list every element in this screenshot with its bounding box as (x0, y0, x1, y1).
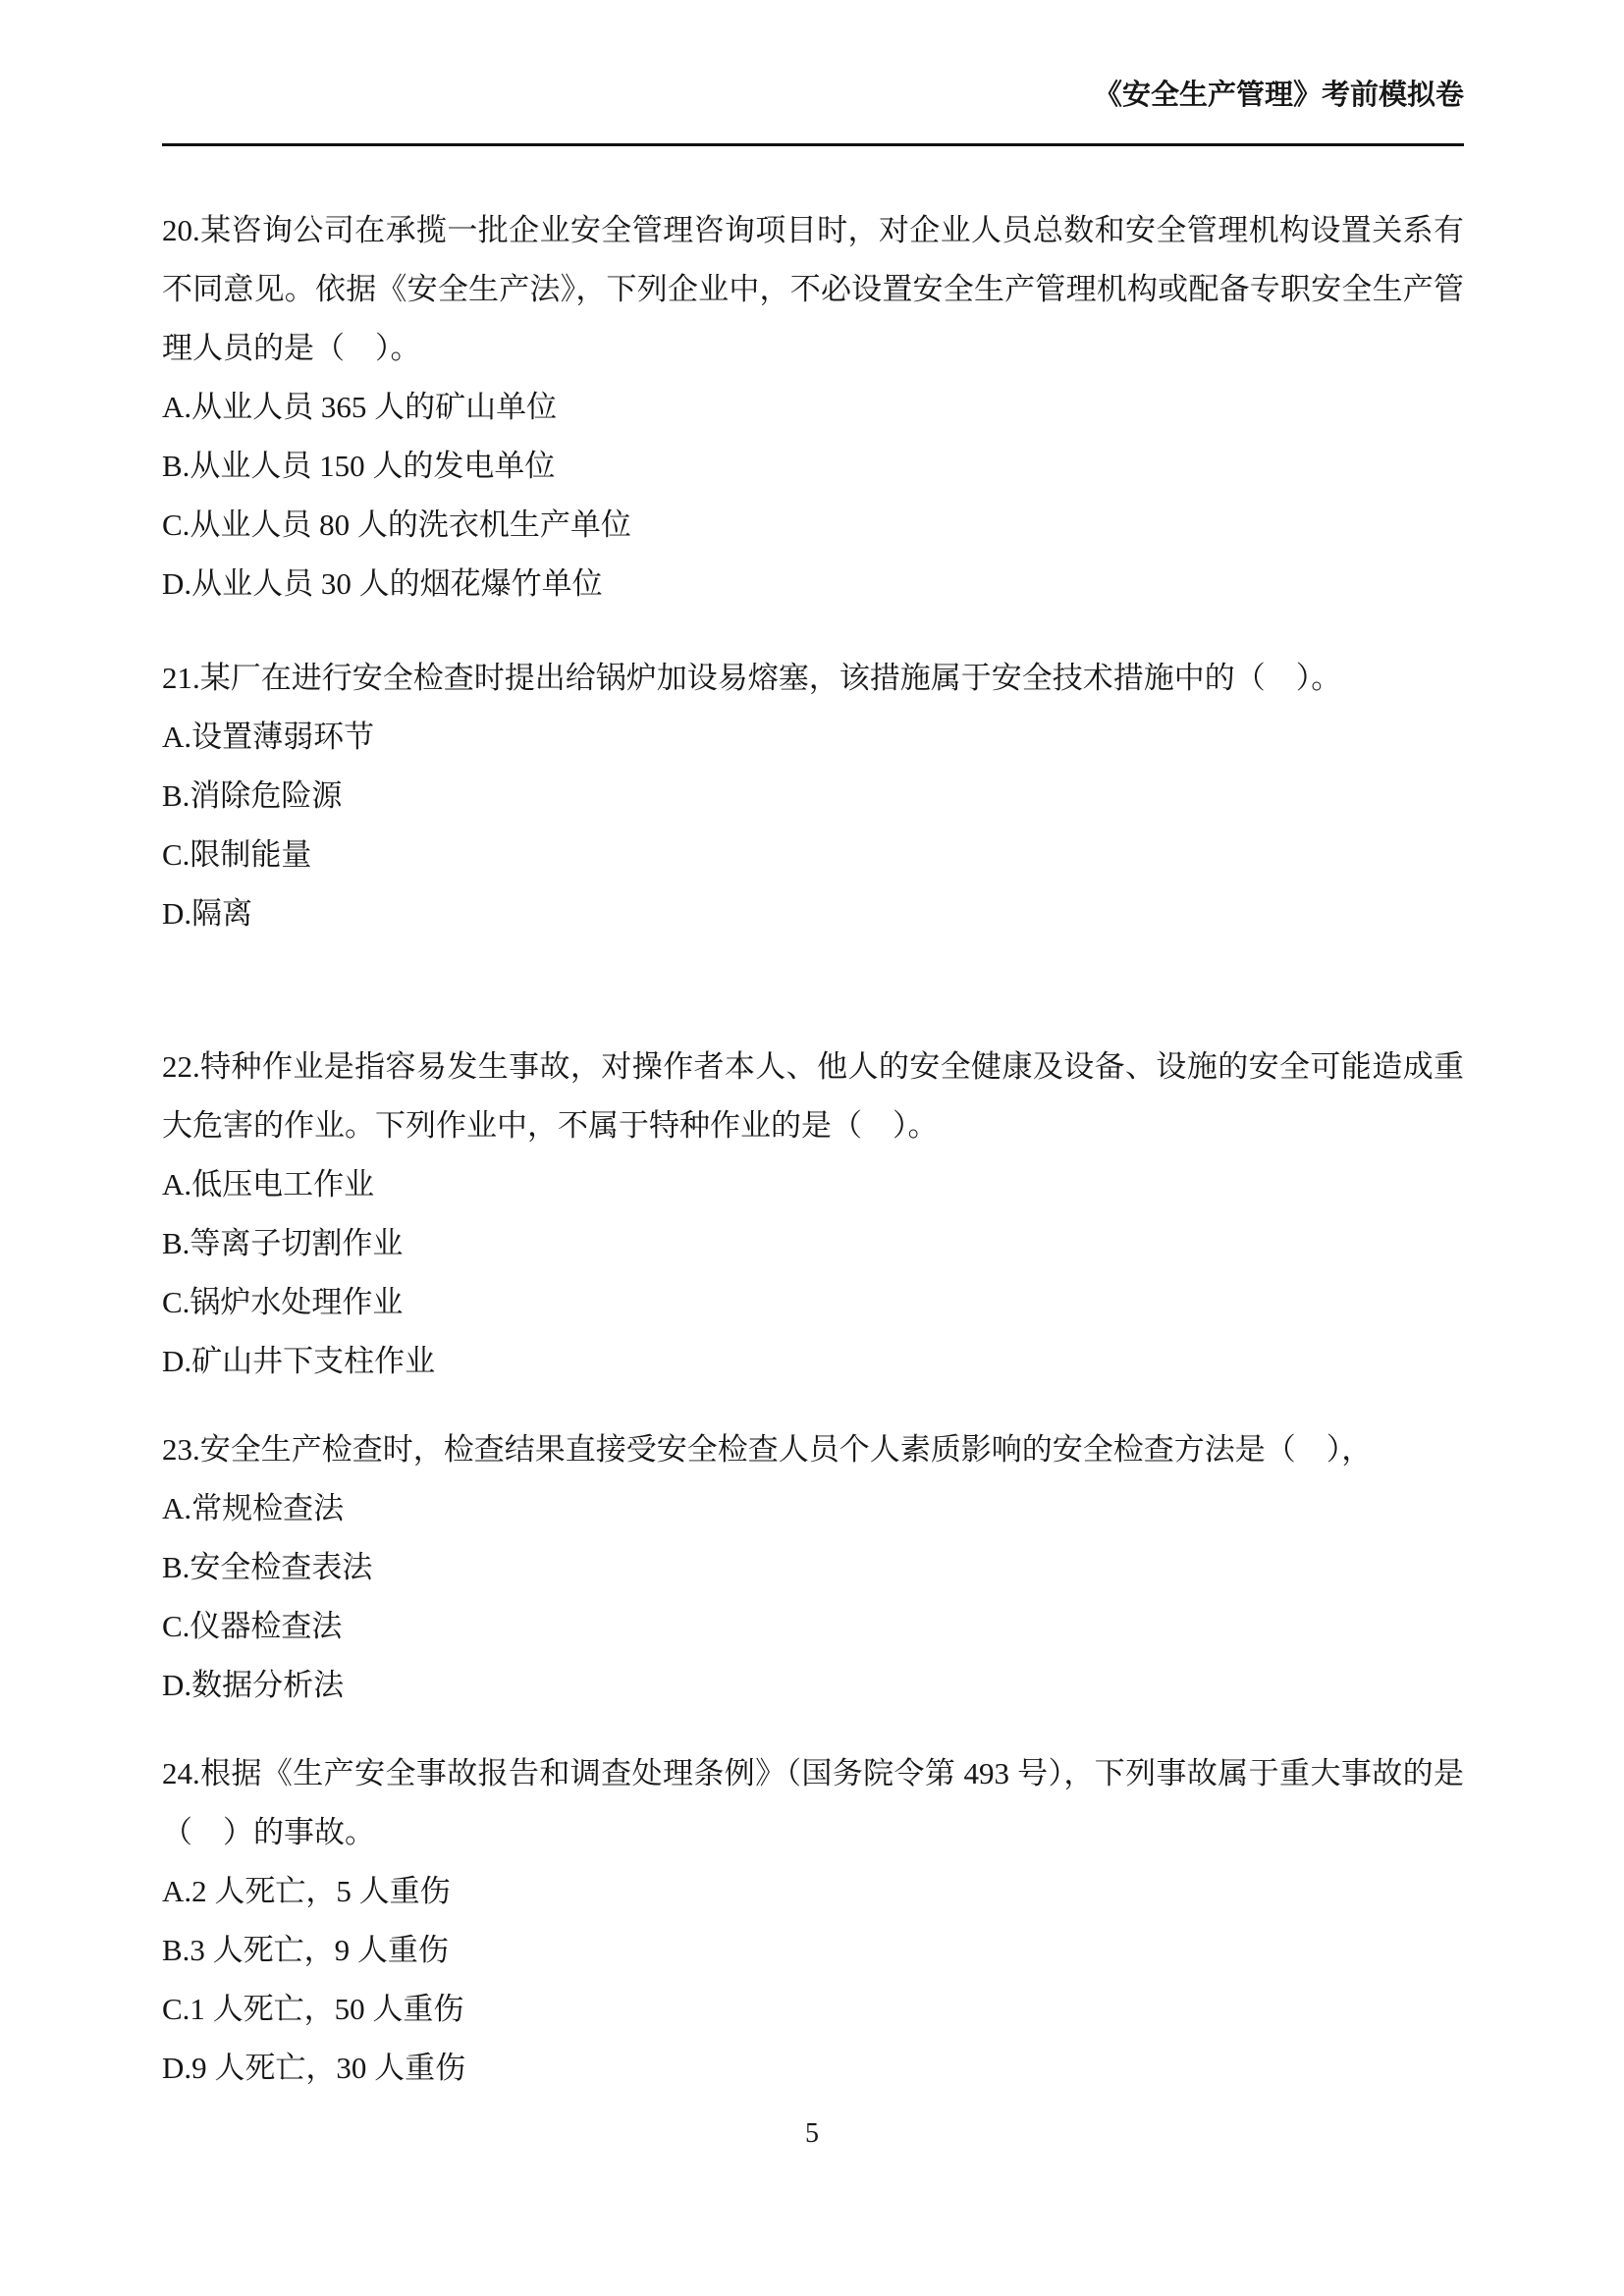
option-a: A.设置薄弱环节 (162, 720, 375, 754)
option-c: C.1 人死亡，50 人重伤 (162, 1992, 464, 2026)
option-a: A.常规检查法 (162, 1491, 345, 1525)
option-a: A.2 人死亡，5 人重伤 (162, 1874, 451, 1908)
question-text: 24.根据《生产安全事故报告和调查处理条例》（国务院令第 493 号），下列事故属于重大事故的是（ ）的事故。 (162, 1756, 1464, 1849)
option-c: C.限制能量 (162, 837, 312, 872)
option-b: B.消除危险源 (162, 778, 343, 813)
question-text: 20.某咨询公司在承揽一批企业安全管理咨询项目时，对企业人员总数和安全管理机构设置关系有不同意见。依据《安全生产法》，下列企业中，不必设置安全生产管理机构或配备专职安全生产管理人员的是（ ）。 (162, 213, 1464, 365)
header-title: 《安全生产管理》考前模拟卷 (1093, 80, 1464, 111)
question-23 (162, 1420, 1464, 1715)
option-d: D.9 人死亡，30 人重伤 (162, 2051, 466, 2085)
page-number: 5 (805, 2118, 819, 2149)
option-b: B.3 人死亡，9 人重伤 (162, 1933, 449, 1967)
question-20 (162, 201, 1464, 614)
option-b: B.等离子切割作业 (162, 1226, 404, 1260)
option-d: D.隔离 (162, 896, 253, 931)
option-d: D.数据分析法 (162, 1668, 345, 1702)
page-footer (0, 2118, 1624, 2150)
question-21 (162, 649, 1464, 943)
option-d: D.从业人员 30 人的烟花爆竹单位 (162, 566, 603, 601)
option-c: C.仪器检查法 (162, 1609, 343, 1643)
question-22 (162, 1038, 1464, 1391)
question-text: 23.安全生产检查时，检查结果直接受安全检查人员个人素质影响的安全检查方法是（ ）， (162, 1432, 1373, 1467)
option-c: C.锅炉水处理作业 (162, 1285, 404, 1319)
option-d: D.矿山井下支柱作业 (162, 1344, 436, 1378)
question-text: 22.特种作业是指容易发生事故，对操作者本人、他人的安全健康及设备、设施的安全可能造成重大危害的作业。下列作业中，不属于特种作业的是（ ）。 (162, 1049, 1464, 1143)
question-24 (162, 1744, 1464, 2098)
option-c: C.从业人员 80 人的洗衣机生产单位 (162, 507, 631, 542)
option-b: B.安全检查表法 (162, 1550, 373, 1584)
option-a: A.从业人员 365 人的矿山单位 (162, 390, 558, 424)
page-header (162, 75, 1464, 146)
question-text: 21.某厂在进行安全检查时提出给锅炉加设易熔塞，该措施属于安全技术措施中的（ ）。 (162, 661, 1342, 695)
questions-container (162, 201, 1464, 2098)
option-b: B.从业人员 150 人的发电单位 (162, 449, 556, 483)
option-a: A.低压电工作业 (162, 1167, 375, 1201)
